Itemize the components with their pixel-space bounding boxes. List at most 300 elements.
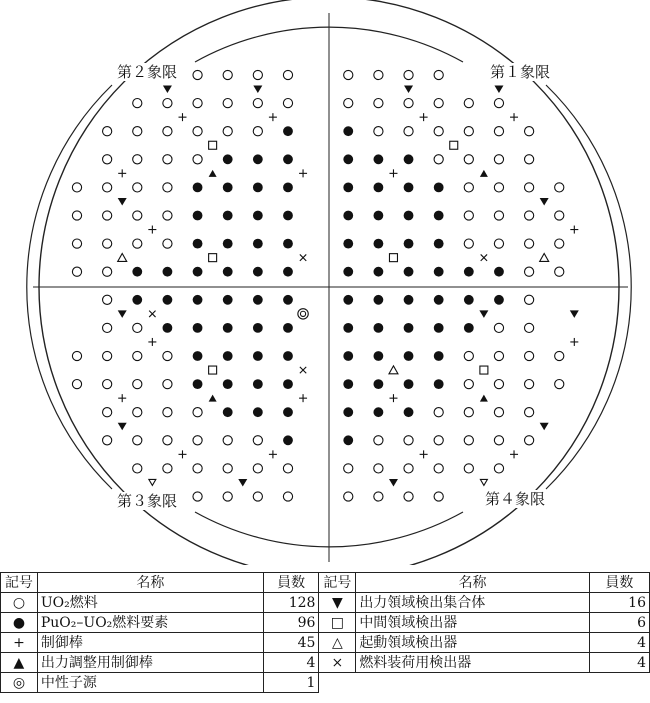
uo2-fuel-icon (163, 183, 172, 192)
control-rod-icon (178, 450, 186, 458)
mox-fuel-icon (223, 407, 233, 417)
mox-fuel-icon (283, 323, 293, 333)
mox-fuel-icon (374, 351, 384, 361)
mox-fuel-icon (374, 154, 384, 164)
control-rod-icon (510, 450, 518, 458)
mox-fuel-icon (283, 351, 293, 361)
intermediate-range-detector-icon: □ (319, 613, 356, 633)
mox-fuel-icon (464, 323, 474, 333)
legend-header-name-2: 名称 (356, 573, 589, 593)
control-rod-icon (389, 394, 397, 402)
uo2-fuel-icon (193, 70, 202, 79)
uo2-fuel-icon (525, 211, 534, 220)
control-rod-icon (148, 226, 156, 234)
uo2-fuel-icon (72, 267, 81, 276)
uo2-fuel-icon (434, 99, 443, 108)
uo2-fuel-icon (103, 127, 112, 136)
uo2-fuel-icon (103, 155, 112, 164)
quadrant-label-4: 第４象限 (482, 490, 548, 508)
control-rod-icon (510, 113, 518, 121)
uo2-fuel-icon (555, 211, 564, 220)
mox-fuel-icon (434, 239, 444, 249)
legend-name: UO₂燃料 (37, 593, 263, 613)
mox-fuel-icon (404, 379, 414, 389)
fuel-loading-detector-icon (300, 367, 306, 373)
uo2-fuel-icon (464, 436, 473, 445)
uo2-fuel-icon (434, 70, 443, 79)
mox-fuel-icon (253, 267, 263, 277)
mox-fuel-icon (223, 323, 233, 333)
legend-row (1, 593, 650, 613)
mox-fuel-icon (404, 295, 414, 305)
mox-fuel-icon (343, 407, 353, 417)
mox-fuel-icon (404, 154, 414, 164)
legend-name: 中性子源 (37, 673, 263, 693)
mox-fuel-icon (163, 267, 173, 277)
uo2-fuel-icon (374, 436, 383, 445)
uo2-fuel-icon (555, 380, 564, 389)
legend-name: 制御棒 (37, 633, 263, 653)
fuel-loading-detector-icon: × (319, 653, 356, 673)
mox-fuel-icon (434, 211, 444, 221)
uo2-fuel-icon (464, 155, 473, 164)
mox-fuel-icon (253, 239, 263, 249)
uo2-fuel-icon (464, 464, 473, 473)
mox-fuel-icon (374, 379, 384, 389)
uo2-fuel-icon (525, 408, 534, 417)
startup-range-detector-icon (118, 253, 127, 261)
legend-name: PuO₂–UO₂燃料要素 (37, 613, 263, 633)
mox-fuel-icon (374, 211, 384, 221)
uo2-fuel-icon (72, 239, 81, 248)
mox-fuel-icon (343, 379, 353, 389)
uo2-fuel-icon (163, 127, 172, 136)
mox-fuel-icon (374, 183, 384, 193)
uo2-fuel-icon (193, 408, 202, 417)
legend-count: 4 (589, 633, 649, 653)
mox-fuel-icon (193, 379, 203, 389)
legend-header-name: 名称 (37, 573, 263, 593)
mox-fuel-icon (283, 267, 293, 277)
uo2-fuel-icon (494, 155, 503, 164)
uo2-fuel-icon (494, 464, 503, 473)
mox-fuel-icon (434, 379, 444, 389)
uo2-fuel-icon (103, 380, 112, 389)
uo2-fuel-icon (163, 99, 172, 108)
uo2-fuel-icon (223, 464, 232, 473)
adjustment-rod-icon (480, 395, 488, 402)
mox-fuel-icon (343, 435, 353, 445)
uo2-fuel-icon (494, 127, 503, 136)
small-down-triangle-icon (149, 479, 156, 485)
startup-range-detector-icon (540, 253, 549, 261)
mox-fuel-icon (193, 267, 203, 277)
uo2-fuel-icon (193, 464, 202, 473)
legend-name: 燃料装荷用検出器 (356, 653, 589, 673)
mox-fuel-icon (404, 183, 414, 193)
uo2-fuel-icon (223, 99, 232, 108)
adjustment-rod-icon: ▲ (1, 653, 38, 673)
mox-fuel-icon (253, 379, 263, 389)
uo2-fuel-icon (525, 351, 534, 360)
mox-fuel-icon (132, 295, 142, 305)
adjustment-rod-icon (209, 395, 217, 402)
uo2-fuel-icon (494, 323, 503, 332)
uo2-fuel-icon (555, 183, 564, 192)
uo2-fuel-icon (163, 408, 172, 417)
uo2-fuel-icon (525, 295, 534, 304)
mox-fuel-icon (253, 407, 263, 417)
uo2-fuel-icon (494, 183, 503, 192)
uo2-fuel-icon (404, 492, 413, 501)
uo2-fuel-icon (434, 408, 443, 417)
legend-empty-cell (319, 673, 650, 693)
uo2-fuel-icon (133, 239, 142, 248)
mox-fuel-icon (223, 183, 233, 193)
mox-fuel-icon (343, 323, 353, 333)
uo2-fuel-icon (464, 127, 473, 136)
legend-name: 出力調整用制御棒 (37, 653, 263, 673)
legend-count: 4 (589, 653, 649, 673)
mox-fuel-icon (374, 295, 384, 305)
uo2-fuel-icon (103, 211, 112, 220)
uo2-fuel-icon (374, 464, 383, 473)
uo2-fuel-icon (464, 351, 473, 360)
power-range-detector-icon (163, 86, 172, 94)
legend-header-symbol: 記号 (1, 573, 38, 593)
mox-fuel-icon (464, 295, 474, 305)
intermediate-range-detector-icon (450, 141, 458, 149)
uo2-fuel-icon (72, 211, 81, 220)
mox-fuel-icon (223, 379, 233, 389)
uo2-fuel-icon (525, 436, 534, 445)
neutron-source-icon: ◎ (1, 673, 38, 693)
uo2-fuel-icon (72, 183, 81, 192)
uo2-fuel-icon (133, 351, 142, 360)
uo2-fuel-icon (525, 323, 534, 332)
uo2-fuel-icon (253, 127, 262, 136)
mox-fuel-icon (434, 267, 444, 277)
uo2-fuel-icon (434, 127, 443, 136)
legend-header-count-2: 員数 (589, 573, 649, 593)
control-rod-icon (570, 338, 578, 346)
uo2-fuel-icon (464, 239, 473, 248)
uo2-fuel-icon (223, 436, 232, 445)
uo2-fuel-icon (133, 99, 142, 108)
uo2-fuel-icon (193, 492, 202, 501)
quadrant-label-2: 第２象限 (114, 63, 180, 81)
mox-fuel-icon (223, 351, 233, 361)
uo2-fuel-icon (525, 183, 534, 192)
mox-fuel-icon (283, 435, 293, 445)
uo2-fuel-icon (464, 99, 473, 108)
uo2-fuel-icon (344, 464, 353, 473)
mox-fuel-icon (404, 351, 414, 361)
adjustment-rod-icon (209, 170, 217, 177)
legend-header-count: 員数 (263, 573, 319, 593)
uo2-fuel-icon (404, 436, 413, 445)
power-range-detector-icon (494, 86, 503, 94)
uo2-fuel-icon (525, 155, 534, 164)
uo2-fuel-icon (525, 267, 534, 276)
mox-fuel-icon (132, 267, 142, 277)
uo2-fuel-icon (103, 239, 112, 248)
uo2-fuel-icon (434, 155, 443, 164)
control-rod-icon (148, 338, 156, 346)
control-rod-icon (420, 113, 428, 121)
uo2-fuel-icon (163, 239, 172, 248)
uo2-fuel-icon (494, 99, 503, 108)
uo2-fuel-icon (133, 380, 142, 389)
power-range-detector-icon (118, 198, 127, 206)
mox-fuel-icon (343, 154, 353, 164)
uo2-fuel-icon (103, 267, 112, 276)
mox-fuel-icon (283, 183, 293, 193)
control-rod-icon (299, 169, 307, 177)
legend-name: 起動領域検出器 (356, 633, 589, 653)
uo2-fuel-icon (283, 70, 292, 79)
mox-fuel-icon (434, 351, 444, 361)
uo2-fuel-icon (103, 351, 112, 360)
uo2-fuel-icon (494, 380, 503, 389)
uo2-fuel-icon (494, 408, 503, 417)
legend-count: 4 (263, 653, 319, 673)
mox-fuel-icon (374, 239, 384, 249)
uo2-fuel-icon (374, 70, 383, 79)
uo2-fuel-icon (253, 436, 262, 445)
fuel-loading-detector-icon (149, 311, 155, 317)
mox-fuel-icon (283, 379, 293, 389)
mox-fuel-icon (193, 239, 203, 249)
uo2-fuel-icon (494, 239, 503, 248)
uo2-fuel-icon (72, 380, 81, 389)
mox-fuel-icon (253, 154, 263, 164)
mox-fuel-icon (283, 239, 293, 249)
mox-fuel-icon (343, 211, 353, 221)
uo2-fuel-icon (344, 492, 353, 501)
core-grid (72, 70, 578, 501)
mox-fuel-icon (343, 183, 353, 193)
uo2-fuel-icon (133, 155, 142, 164)
mox-fuel-icon (434, 323, 444, 333)
mox-fuel-icon (253, 351, 263, 361)
control-rod-icon (389, 169, 397, 177)
legend-table (0, 572, 650, 693)
mox-fuel-icon (283, 211, 293, 221)
legend-name: 中間領域検出器 (356, 613, 589, 633)
control-rod-icon (118, 394, 126, 402)
mox-fuel-icon (193, 323, 203, 333)
uo2-fuel-icon (163, 380, 172, 389)
mox-fuel-icon (343, 295, 353, 305)
adjustment-rod-icon (480, 170, 488, 177)
uo2-fuel-icon (133, 127, 142, 136)
uo2-fuel-icon (374, 127, 383, 136)
uo2-fuel-icon (103, 408, 112, 417)
legend-header-row (1, 573, 650, 593)
mox-fuel-icon (374, 323, 384, 333)
mox-fuel-icon (223, 295, 233, 305)
intermediate-range-detector-icon (389, 254, 397, 262)
small-down-triangle-icon (480, 479, 487, 485)
power-range-detector-icon (479, 310, 488, 318)
uo2-fuel-icon (525, 127, 534, 136)
uo2-fuel-icon (494, 351, 503, 360)
mox-fuel-icon (404, 267, 414, 277)
legend-row (1, 633, 650, 653)
uo2-fuel-icon (525, 380, 534, 389)
legend-name: 出力領域検出集合体 (356, 593, 589, 613)
uo2-fuel-icon (555, 239, 564, 248)
intermediate-range-detector-icon (209, 141, 217, 149)
uo2-fuel-icon (283, 99, 292, 108)
legend-header-symbol-2: 記号 (319, 573, 356, 593)
legend-row (1, 653, 650, 673)
mox-fuel-icon (494, 267, 504, 277)
uo2-fuel-icon (404, 464, 413, 473)
mox-fuel-icon (434, 295, 444, 305)
mox-fuel-icon (253, 323, 263, 333)
uo2-fuel-icon (404, 127, 413, 136)
uo2-fuel-icon (374, 492, 383, 501)
mox-fuel-icon (343, 351, 353, 361)
uo2-fuel-icon: ○ (1, 593, 38, 613)
control-rod-icon (269, 113, 277, 121)
uo2-fuel-icon (133, 183, 142, 192)
uo2-fuel-icon (103, 295, 112, 304)
uo2-fuel-icon (464, 408, 473, 417)
mox-fuel-icon (283, 154, 293, 164)
intermediate-range-detector-icon (209, 254, 217, 262)
startup-range-detector-icon (389, 366, 398, 374)
mox-fuel-icon (343, 267, 353, 277)
control-rod-icon: + (1, 633, 38, 653)
uo2-fuel-icon (283, 464, 292, 473)
uo2-fuel-icon (253, 464, 262, 473)
mox-fuel-icon (253, 295, 263, 305)
quadrant-label-3: 第３象限 (114, 492, 180, 510)
mox-fuel-icon (374, 267, 384, 277)
uo2-fuel-icon (464, 183, 473, 192)
mox-fuel-icon (404, 407, 414, 417)
uo2-fuel-icon (494, 436, 503, 445)
uo2-fuel-icon (555, 267, 564, 276)
mox-fuel-icon (343, 239, 353, 249)
uo2-fuel-icon (133, 408, 142, 417)
control-rod-icon (178, 113, 186, 121)
uo2-fuel-icon (133, 323, 142, 332)
mox-fuel-icon (283, 407, 293, 417)
uo2-fuel-icon (434, 464, 443, 473)
uo2-fuel-icon (163, 436, 172, 445)
uo2-fuel-icon (434, 492, 443, 501)
uo2-fuel-icon (103, 183, 112, 192)
control-rod-icon (420, 450, 428, 458)
power-range-detector-icon (238, 479, 247, 487)
neutron-source-icon (298, 309, 308, 319)
power-range-detector-icon (570, 310, 579, 318)
uo2-fuel-icon (464, 211, 473, 220)
power-range-detector-icon (404, 86, 413, 94)
mox-fuel-icon (253, 211, 263, 221)
legend-count: 96 (263, 613, 319, 633)
uo2-fuel-icon (344, 99, 353, 108)
uo2-fuel-icon (163, 351, 172, 360)
mox-fuel-icon (283, 295, 293, 305)
mox-fuel-icon (193, 211, 203, 221)
mox-fuel-icon (193, 295, 203, 305)
mox-fuel-icon (253, 183, 263, 193)
uo2-fuel-icon (163, 464, 172, 473)
power-range-detector-icon: ▼ (319, 593, 356, 613)
uo2-fuel-icon (404, 70, 413, 79)
mox-fuel-icon (404, 211, 414, 221)
uo2-fuel-icon (193, 99, 202, 108)
uo2-fuel-icon (133, 464, 142, 473)
control-rod-icon (269, 450, 277, 458)
fuel-loading-detector-icon (481, 254, 487, 260)
intermediate-range-detector-icon (480, 366, 488, 374)
uo2-fuel-icon (193, 127, 202, 136)
legend-count: 1 (263, 673, 319, 693)
uo2-fuel-icon (525, 239, 534, 248)
control-rod-icon (570, 226, 578, 234)
power-range-detector-icon (118, 423, 127, 431)
uo2-fuel-icon (374, 99, 383, 108)
mox-fuel-icon (464, 267, 474, 277)
control-rod-icon (299, 394, 307, 402)
uo2-fuel-icon (133, 211, 142, 220)
uo2-fuel-icon (223, 127, 232, 136)
power-range-detector-icon (253, 86, 262, 94)
uo2-fuel-icon (404, 99, 413, 108)
mox-fuel-icon (223, 211, 233, 221)
power-range-detector-icon (540, 423, 549, 431)
control-rod-icon (118, 169, 126, 177)
uo2-fuel-icon (253, 99, 262, 108)
uo2-fuel-icon (163, 155, 172, 164)
fuel-loading-detector-icon (300, 254, 306, 260)
mox-fuel-icon (404, 239, 414, 249)
uo2-fuel-icon (464, 380, 473, 389)
uo2-fuel-icon (223, 70, 232, 79)
uo2-fuel-icon (133, 436, 142, 445)
legend-row (1, 673, 650, 693)
power-range-detector-icon (540, 198, 549, 206)
mox-fuel-icon: ● (1, 613, 38, 633)
legend-count: 45 (263, 633, 319, 653)
legend-row (1, 613, 650, 633)
uo2-fuel-icon (72, 351, 81, 360)
mox-fuel-icon (163, 295, 173, 305)
uo2-fuel-icon (434, 436, 443, 445)
mox-fuel-icon (223, 239, 233, 249)
uo2-fuel-icon (223, 492, 232, 501)
uo2-fuel-icon (494, 211, 503, 220)
mox-fuel-icon (343, 126, 353, 136)
uo2-fuel-icon (193, 436, 202, 445)
legend-count: 128 (263, 593, 319, 613)
power-range-detector-icon (118, 310, 127, 318)
mox-fuel-icon (223, 267, 233, 277)
mox-fuel-icon (374, 407, 384, 417)
uo2-fuel-icon (163, 211, 172, 220)
uo2-fuel-icon (253, 70, 262, 79)
legend-count: 16 (589, 593, 649, 613)
intermediate-range-detector-icon (209, 366, 217, 374)
mox-fuel-icon (434, 183, 444, 193)
uo2-fuel-icon (103, 323, 112, 332)
